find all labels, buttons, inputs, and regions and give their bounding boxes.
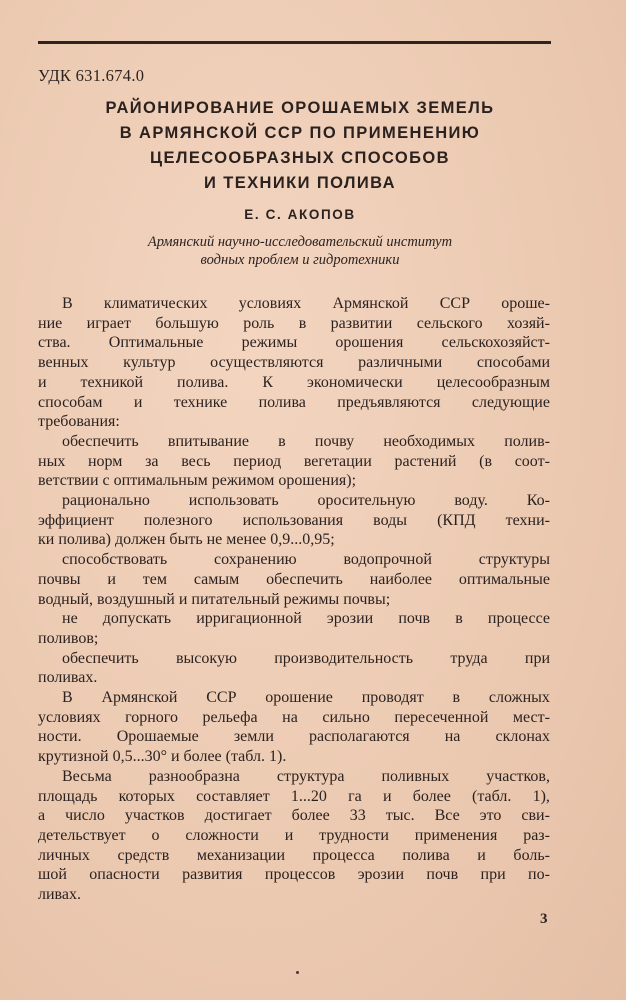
body-line: [38, 727, 550, 747]
body-word: ние: [38, 314, 63, 332]
body-line: [38, 333, 550, 353]
body-word: Ко-: [526, 492, 550, 510]
body-line: [62, 649, 550, 669]
body-line: водный, воздушный и питательный режимы почвы;: [38, 590, 391, 608]
body-word: на: [282, 708, 298, 726]
body-word: соот-: [514, 452, 550, 470]
body-word: условиях: [238, 295, 302, 312]
body-word: режимы: [241, 334, 298, 352]
author-name: Е. С. АКОПОВ: [244, 207, 356, 222]
title-line: ЦЕЛЕСООБРАЗНЫХ СПОСОБОВ: [150, 149, 450, 167]
body-word: число: [65, 807, 105, 825]
body-word: орошения: [335, 334, 404, 352]
body-word: весь: [181, 452, 211, 470]
body-line: крутизной 0,5...30° и более (табл. 1).: [38, 748, 287, 766]
body-word: ных: [38, 452, 66, 470]
body-word: по-: [528, 866, 550, 884]
body-word: производительность: [274, 649, 414, 667]
body-word: в: [455, 610, 463, 628]
body-line: [38, 393, 550, 413]
body-word: рельефа: [202, 708, 258, 726]
body-word: о: [151, 826, 160, 844]
body-line: ливах.: [38, 886, 81, 904]
body-word: и: [107, 570, 116, 588]
body-word: норм: [87, 452, 123, 470]
body-word: пересеченной: [394, 708, 489, 726]
body-word: площадь: [38, 787, 98, 805]
body-word: осуществляются: [210, 354, 324, 372]
body-word: В: [62, 295, 73, 312]
body-line: поливах.: [38, 669, 98, 687]
body-word: (табл.: [472, 787, 512, 805]
body-line: [62, 688, 550, 708]
body-word: горного: [125, 708, 178, 726]
body-word: условиях: [38, 708, 101, 726]
body-word: необходимых: [383, 432, 476, 450]
body-line: требования:: [38, 413, 120, 431]
body-word: наиболее: [369, 570, 433, 588]
body-word: развитии: [330, 314, 393, 332]
body-word: Армянской: [332, 295, 409, 312]
body-word: участков,: [486, 767, 550, 785]
body-word: детельствует: [38, 826, 126, 844]
body-word: полива: [402, 846, 450, 864]
body-word: ства.: [38, 334, 71, 352]
page-number: 3: [540, 911, 548, 927]
body-word: оросительную: [317, 492, 416, 510]
body-word: использовать: [188, 492, 279, 510]
body-word: средств: [117, 846, 170, 864]
body-word: сохранению: [214, 551, 297, 569]
body-word: допускать: [102, 610, 172, 628]
body-word: играет: [86, 314, 131, 332]
body-word: впитывание: [167, 432, 249, 450]
body-word: составляет: [196, 787, 270, 805]
body-word: роль: [243, 314, 275, 332]
body-word: воду.: [454, 492, 488, 510]
print-speck: [296, 971, 299, 974]
title-line: И ТЕХНИКИ ПОЛИВА: [204, 174, 396, 192]
body-word: техникой: [80, 373, 144, 391]
body-word: способствовать: [62, 551, 168, 569]
body-word: в: [278, 432, 286, 450]
body-line: [62, 294, 550, 314]
body-word: и: [38, 373, 47, 391]
body-word: боль-: [513, 846, 550, 864]
body-word: ороше-: [501, 295, 550, 312]
body-line: [62, 609, 550, 629]
body-word: сельскохозяйст-: [441, 334, 550, 352]
body-word: структура: [276, 767, 345, 785]
body-line: ки полива) должен быть не менее 0,9...0,95;: [38, 531, 335, 549]
body-word: достигает: [204, 807, 272, 825]
article-title: [40, 96, 560, 196]
body-word: ССР: [439, 295, 470, 312]
body-word: при: [480, 866, 506, 884]
body-word: в: [452, 689, 461, 707]
body-line: [38, 846, 550, 866]
body-word: водопрочной: [343, 551, 432, 569]
body-word: различными: [358, 354, 443, 372]
body-word: механизации: [196, 846, 286, 864]
body-word: ности.: [38, 728, 82, 746]
body-word: полива.: [177, 373, 229, 391]
body-word: га: [348, 787, 362, 805]
body-word: почв: [426, 866, 459, 884]
body-line: [62, 491, 550, 511]
body-word: сельского: [416, 314, 483, 332]
body-line: поливов;: [38, 629, 99, 647]
body-word: сви-: [521, 807, 550, 825]
body-word: почвы: [38, 570, 81, 588]
body-word: личных: [38, 846, 90, 864]
body-word: Все: [434, 807, 460, 825]
body-word: 1...20: [290, 787, 327, 805]
body-word: сложности: [185, 826, 259, 844]
body-word: и: [382, 787, 392, 805]
body-word: процессов: [264, 866, 336, 884]
body-word: земли: [233, 728, 274, 746]
body-word: и: [477, 846, 486, 864]
body-word: шой: [38, 866, 67, 884]
body-word: венных: [38, 354, 89, 372]
title-line: РАЙОНИРОВАНИЕ ОРОШАЕМЫХ ЗЕМЕЛЬ: [105, 99, 495, 117]
body-word: структуры: [478, 551, 550, 569]
body-word: поливных: [381, 767, 450, 785]
body-word: а: [38, 807, 46, 825]
body-word: климатических: [103, 295, 208, 312]
body-word: которых: [118, 787, 175, 805]
top-rule: [38, 41, 551, 44]
body-line: [62, 550, 550, 570]
body-line: ветствии с оптимальным режимом орошения);: [38, 472, 357, 490]
body-word: (в: [479, 452, 493, 470]
body-word: труда: [450, 649, 488, 667]
body-word: 33: [349, 807, 366, 825]
body-word: предъявляются: [337, 393, 441, 411]
body-line: [38, 865, 550, 885]
body-word: почв: [398, 610, 431, 628]
affiliation-line: Армянский научно-исследовательский институт: [147, 234, 453, 250]
body-word: способами: [476, 354, 550, 372]
title-line: В АРМЯНСКОЙ ССР ПО ПРИМЕНЕНИЮ: [119, 124, 481, 142]
body-word: более: [412, 787, 451, 805]
body-word: проводят: [361, 689, 424, 707]
body-word: К: [262, 373, 274, 391]
body-word: и: [133, 393, 143, 411]
body-word: трудности: [319, 826, 389, 844]
body-word: обеспечить: [62, 432, 139, 450]
body-word: полезного: [143, 511, 213, 529]
body-word: орошение: [265, 689, 333, 707]
body-word: процессе: [487, 610, 550, 628]
udc-code: УДК 631.674.0: [38, 66, 145, 85]
body-word: ССР: [206, 689, 237, 707]
body-word: в: [298, 314, 307, 332]
body-word: 1),: [532, 787, 550, 805]
body-word: эрозии: [357, 866, 404, 884]
body-word: Весьма: [62, 767, 112, 785]
body-word: вегетации: [303, 452, 372, 470]
body-word: тем: [142, 570, 167, 588]
body-word: воды: [373, 511, 408, 529]
body-word: хозяй-: [506, 314, 550, 332]
body-line: [38, 314, 550, 334]
body-line: [38, 452, 550, 472]
body-word: разнообразна: [148, 767, 240, 785]
body-word: обеспечить: [266, 570, 343, 588]
body-word: Орошаемые: [116, 728, 199, 746]
body-word: эффициент: [38, 511, 114, 529]
body-text: [38, 294, 550, 905]
body-line: [62, 767, 550, 787]
body-word: экономически: [306, 373, 403, 391]
body-word: период: [233, 452, 282, 470]
body-word: располагаются: [308, 728, 410, 746]
body-word: следующие: [471, 393, 550, 411]
author-affiliation: [40, 233, 560, 269]
body-line: [38, 826, 550, 846]
body-word: полив-: [504, 432, 550, 450]
body-word: тыс.: [385, 807, 415, 825]
body-word: ирригационной: [196, 610, 302, 628]
body-word: полива: [258, 393, 306, 411]
body-word: рационально: [62, 492, 150, 510]
body-word: Оптимальные: [108, 334, 204, 352]
body-word: (КПД: [437, 511, 476, 529]
body-word: опасности: [89, 866, 160, 884]
body-word: растений: [394, 452, 457, 470]
body-word: способам: [38, 393, 103, 411]
body-line: [62, 432, 550, 452]
body-line: [38, 787, 550, 807]
body-line: [38, 570, 550, 590]
body-word: применения: [414, 826, 498, 844]
body-word: оптимальные: [458, 570, 550, 588]
body-word: не: [62, 610, 78, 628]
body-word: техни-: [505, 511, 550, 529]
body-word: за: [145, 452, 159, 470]
body-word: участков: [124, 807, 185, 825]
body-word: культур: [123, 354, 176, 372]
body-word: на: [444, 728, 461, 746]
body-word: почву: [314, 432, 355, 450]
body-word: и: [284, 826, 294, 844]
body-word: процесса: [312, 846, 375, 864]
body-line: [38, 353, 550, 373]
body-word: мест-: [512, 708, 550, 726]
body-word: сильно: [322, 708, 370, 726]
body-word: В: [62, 689, 73, 707]
body-word: высокую: [176, 649, 237, 667]
affiliation-line: водных проблем и гидротехники: [200, 252, 400, 268]
body-word: технике: [173, 393, 228, 411]
body-word: самым: [193, 570, 240, 588]
body-line: [38, 373, 550, 393]
body-line: [38, 708, 550, 728]
body-word: большую: [155, 314, 219, 332]
body-word: Армянской: [101, 689, 178, 707]
body-word: при: [524, 649, 550, 667]
body-word: раз-: [523, 826, 550, 844]
body-word: эрозии: [326, 610, 374, 628]
body-word: сложных: [488, 689, 550, 707]
body-word: целесообразным: [436, 373, 550, 391]
body-line: [38, 806, 550, 826]
body-word: это: [479, 807, 502, 825]
body-line: [38, 511, 550, 531]
body-word: обеспечить: [62, 649, 139, 667]
body-word: склонах: [495, 728, 550, 746]
body-word: развития: [182, 866, 243, 884]
body-word: использования: [242, 511, 344, 529]
body-word: более: [291, 807, 330, 825]
